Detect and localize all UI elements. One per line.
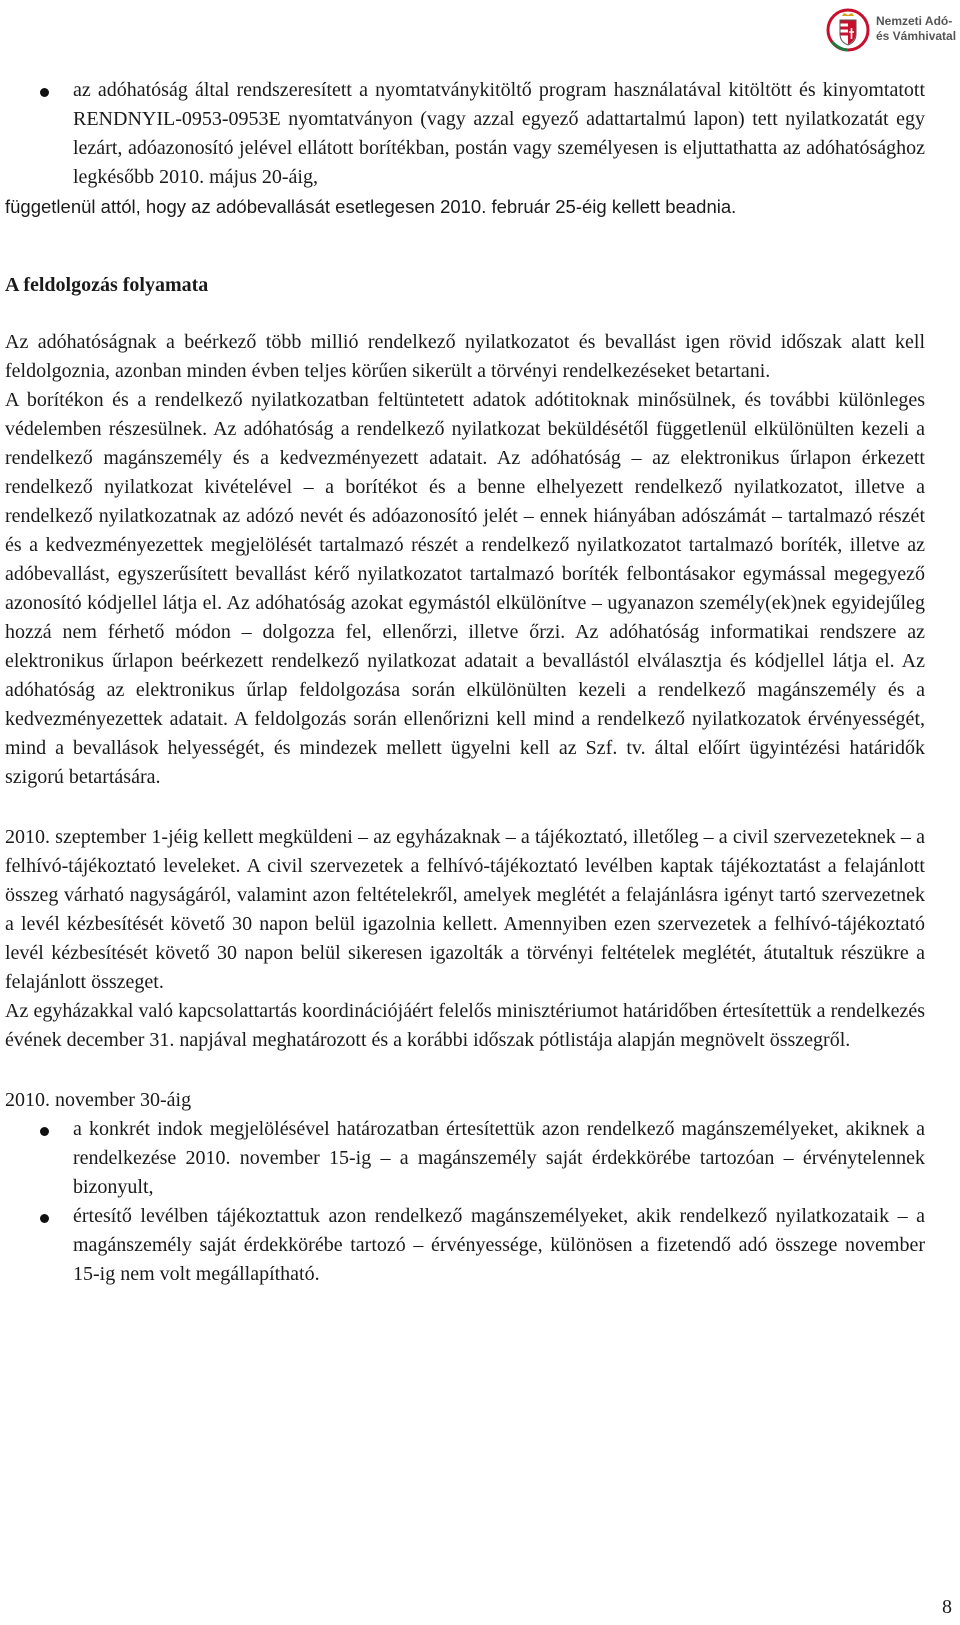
document-body xyxy=(5,76,925,1289)
coat-of-arms-icon xyxy=(826,6,870,54)
bullet-icon xyxy=(40,88,49,97)
bullet-icon xyxy=(40,1127,49,1136)
logo-line-2: és Vámhivatal xyxy=(876,29,957,43)
list-item-text: az adóhatóság által rendszeresített a nyomtatványkitöltő program használatával kitöltött és kinyomtatott RENDNYIL-0953-0953E nyomtatványon (vagy azzal egyező adattartalmú lapon) tett nyilatkozatát egy lezárt, adóazonosító jelével ellátott borítékban, postán vagy személyesen is eljuttathatta az adóhatósághoz legkésőbb 2010. május 20-áig, xyxy=(73,79,925,188)
paragraph: A borítékon és a rendelkező nyilatkozatban feltüntetett adatok adótitoknak minősülnek, és további különleges védelemben részesülnek. Az adóhatóság a rendelkező nyilatkozat beküldésétől függetlenül elkülönülten kezeli a rendelkező magánszemély és a kedvezményezett adatait. Az adóhatóság – az elektronikus űrlapon érkezett rendelkező nyilatkozat kivételével – a borítékot és a benne elhelyezett rendelkező nyilatkozatot, illetve a rendelkező nyilatkozatnak az adózó nevét és adóazonosító jelét – ennek hiányában adószámát – tartalmazó részét és a kedvezményezettek megjelölését tartalmazó részét a rendelkező nyilatkozatot tartalmazó boríték, illetve az adóbevallást, egyszerűsített bevallást kérő nyilatkozatot tartalmazó boríték felbontásakor egymással megegyező azonosító kódjellel látja el. Az adóhatóság azokat egymástól elkülönítve – ugyanazon személy(ek)nek egyidejűleg hozzá nem férhető módon – dolgozza fel, ellenőrzi, illetve őrzi. Az adóhatóság informatikai rendszere az elektronikus űrlapon beérkezett rendelkező nyilatkozat adatait a bevallástól elválasztja és kódjellel látja el. Az adóhatóság az elektronikus űrlap feldolgozása során elkülönülten kezeli a rendelkező magánszemély és a kedvezményezettek adatait. A feldolgozás során ellenőrizni kell mind a rendelkező nyilatkozatok érvényességét, mind a bevallások helyességét, és mindezek mellett ügyelni kell az Szf. tv. által előírt ügyintézési határidők szigorú betartására. xyxy=(5,389,925,788)
section-heading: A feldolgozás folyamata xyxy=(5,274,209,296)
list-item xyxy=(5,1202,925,1289)
list-item-text: a konkrét indok megjelölésével határozatban értesítettük azon rendelkező magánszemélyeket, akiknek a rendelkezése 2010. november 15-ig – a magánszemély saját érdekkörébe tartozóan – érvénytelennek bizonyult, xyxy=(73,1118,925,1198)
page-number: 8 xyxy=(942,1596,952,1618)
list-item-text: értesítő levélben tájékoztattuk azon rendelkező magánszemélyeket, akik rendelkező nyilatkozataik – a magánszemély saját érdekkörébe tartozó – érvényessége, különösen a fizetendő adó összege november 15-ig nem volt megállapítható. xyxy=(73,1205,925,1285)
list-item xyxy=(5,76,925,192)
logo-line-1: Nemzeti Adó- xyxy=(876,14,953,28)
paragraph: Az adóhatóságnak a beérkező több millió rendelkező nyilatkozatot és bevallást igen rövid időszak alatt kell feldolgoznia, azonban minden évben teljes körűen sikerült a törvényi rendelkezéseket betartani. xyxy=(5,331,925,382)
nav-logo xyxy=(820,0,960,60)
logo-text xyxy=(876,14,956,44)
bullet-icon xyxy=(40,1214,49,1223)
list-continuation: függetlenül attól, hogy az adóbevallását esetlegesen 2010. február 25-éig kellett beadnia. xyxy=(5,196,737,217)
date-line: 2010. november 30-áig xyxy=(5,1089,192,1111)
list-item xyxy=(5,1115,925,1202)
paragraph: Az egyházakkal való kapcsolattartás koordinációjáért felelős minisztériumot határidőben értesítettük a rendelkezés évének december 31. napjával meghatározott és a korábbi időszak pótlistája alapján megnövelt összegről. xyxy=(5,1000,925,1051)
paragraph: 2010. szeptember 1-jéig kellett megküldeni – az egyházaknak – a tájékoztató, illetőleg – a civil szervezeteknek – a felhívó-tájékoztató leveleket. A civil szervezetek a felhívó-tájékoztató levélben kaptak tájékoztatást a felajánlott összeg várható nagyságáról, valamint azon feltételekről, amelyek meglétét a felajánlásra igényt tartó szervezetnek a levél kézbesítését követő 30 napon belül igazolnia kellett. Amennyiben ezen szervezetek a felhívó-tájékoztató levél kézbesítését követő 30 napon belül sikeresen igazolták a törvényi feltételek meglétét, átutaltuk részükre a felajánlott összeget. xyxy=(5,826,925,993)
